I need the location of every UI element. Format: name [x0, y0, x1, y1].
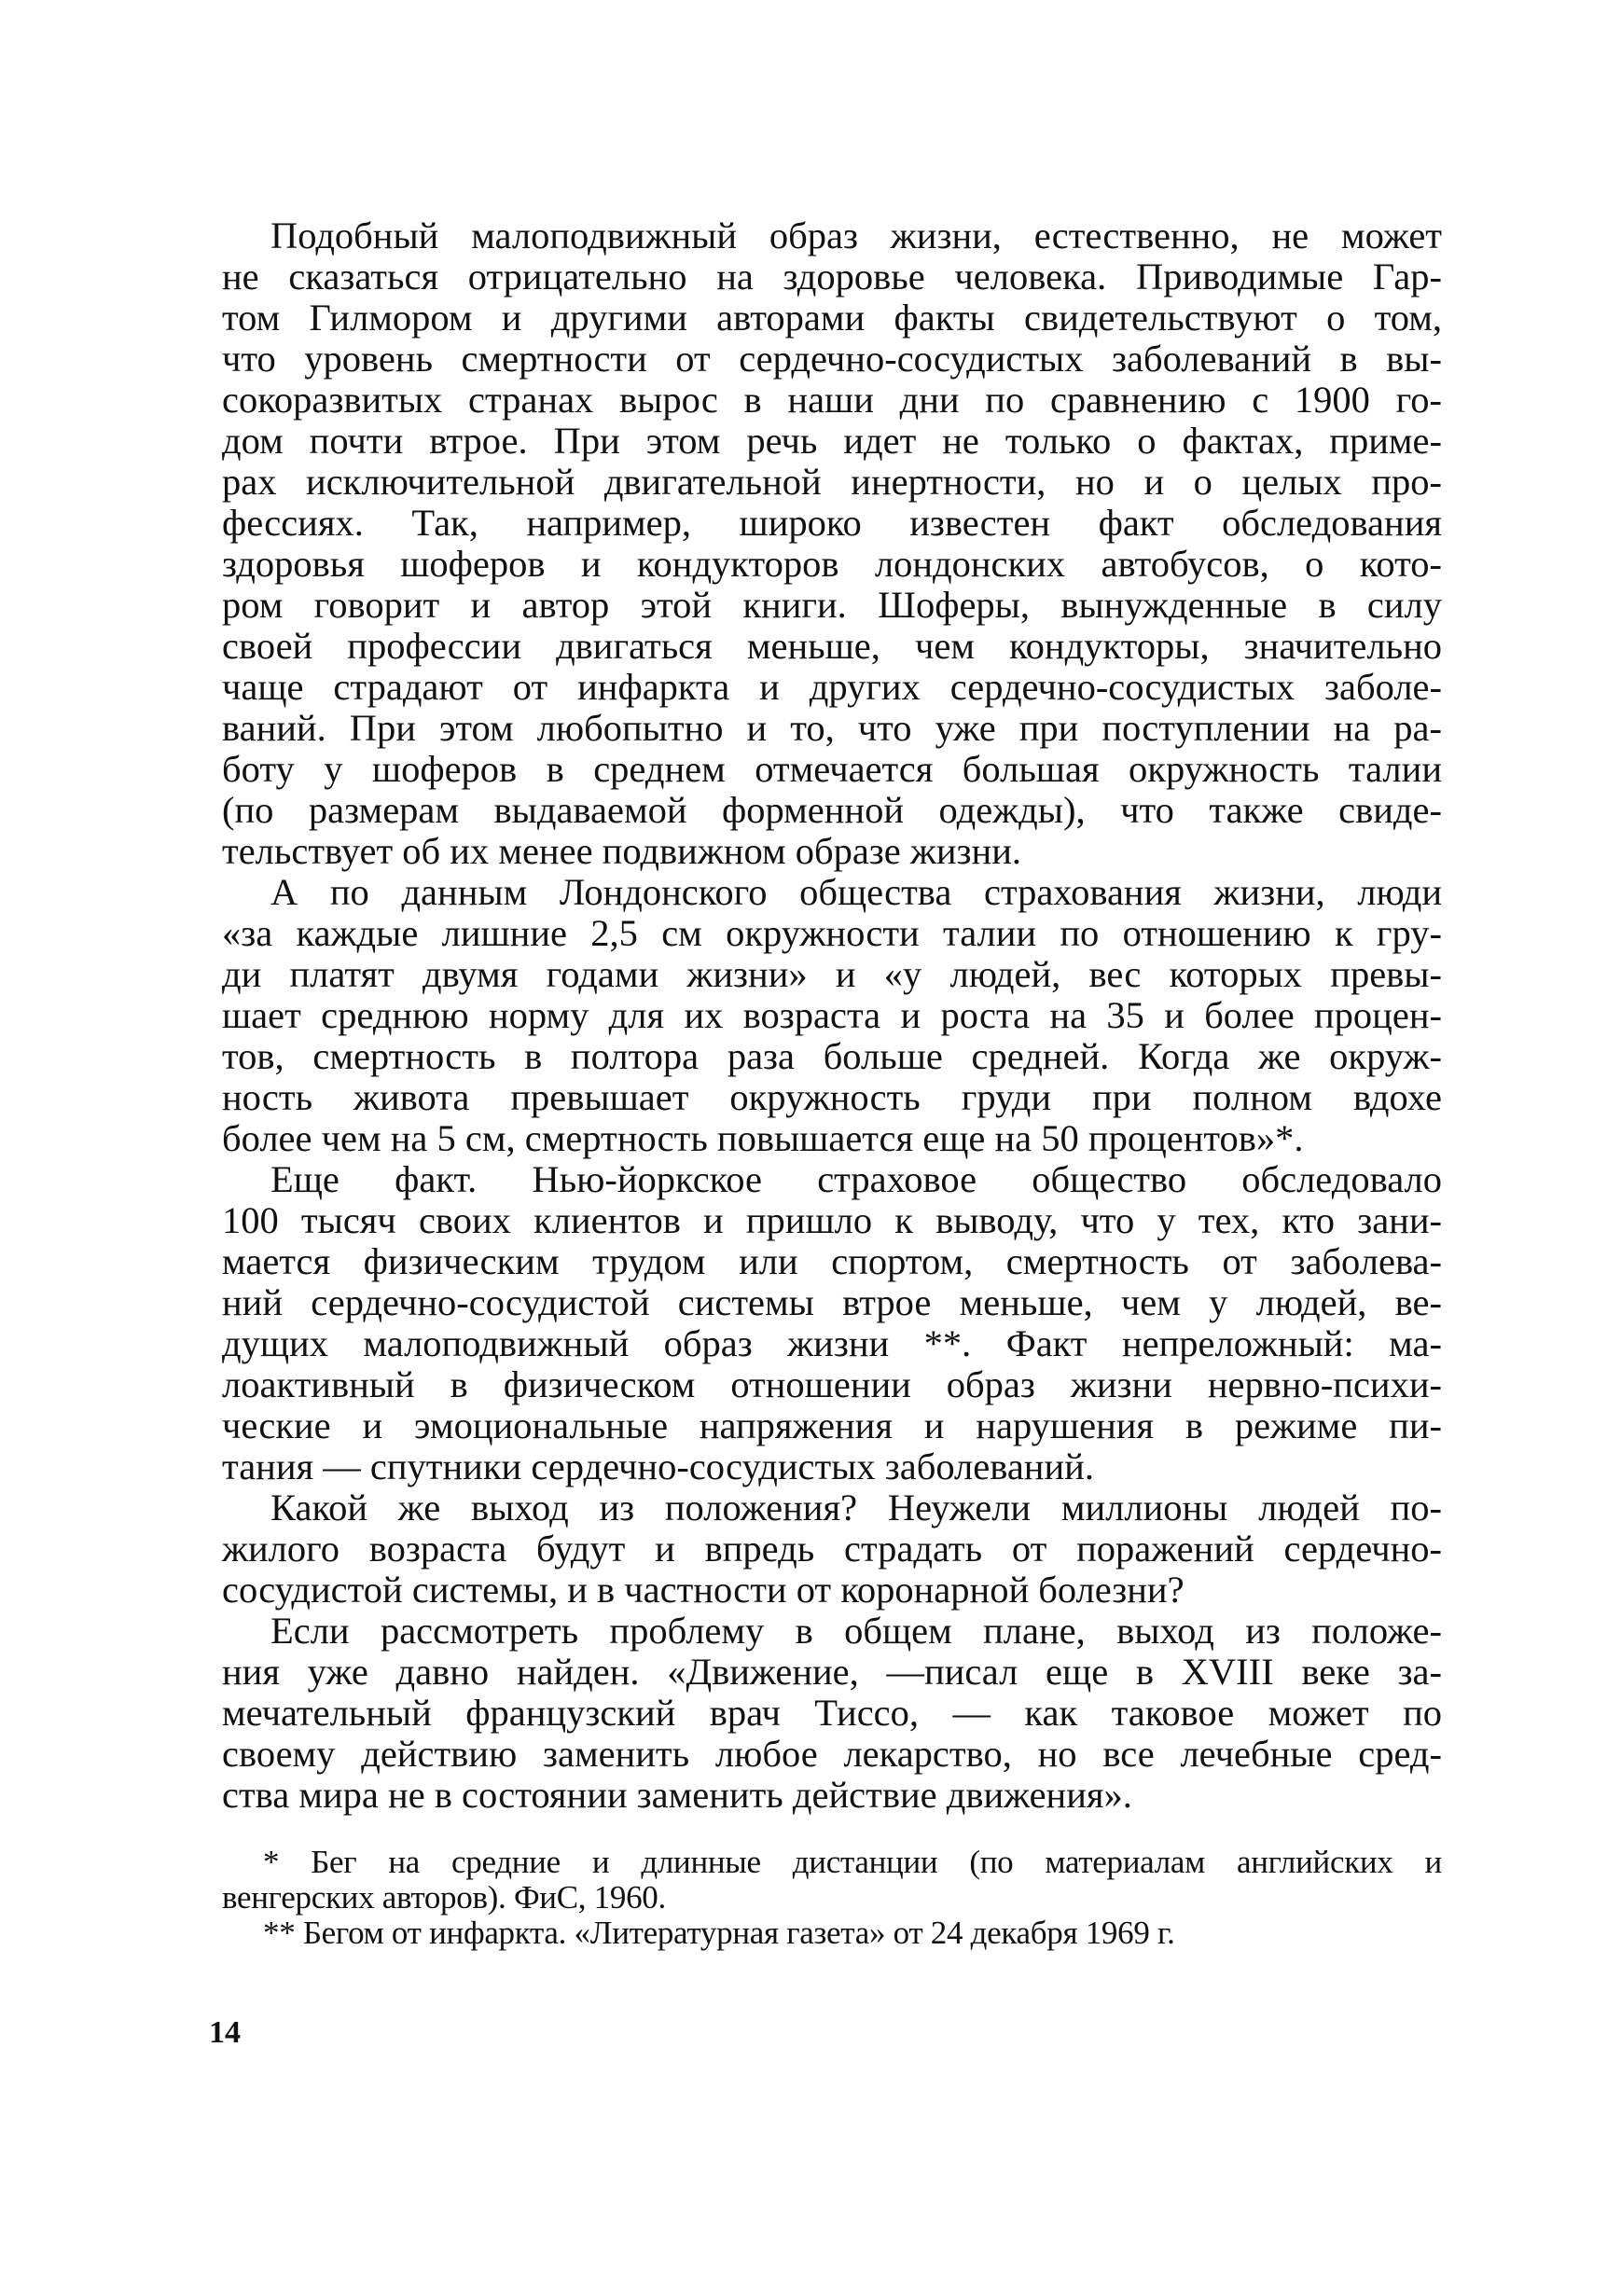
text-line: «за каждые лишние 2,5 см окружности талии по отношению к гру-	[222, 912, 1442, 954]
text-line: своему действию заменить любое лекарство, но все лечебные сред-	[222, 1733, 1442, 1775]
text-line: боту у шоферов в среднем отмечается большая окружность талии	[222, 748, 1442, 790]
text-line: ства мира не в состоянии заменить действие движения».	[222, 1774, 1132, 1816]
text-line: тов, смертность в полтора раза больше средней. Когда же окруж-	[222, 1035, 1442, 1077]
footnote-line: ** Бегом от инфаркта. «Литературная газета» от 24 декабря 1969 г.	[263, 1915, 1175, 1951]
text-line: Если рассмотреть проблему в общем плане, выход из положе-	[270, 1610, 1442, 1652]
text-line: лоактивный в физическом отношении образ жизни нервно-психи-	[222, 1363, 1442, 1405]
footnote	[222, 1916, 1442, 1951]
text-line: не сказаться отрицательно на здоровье человека. Приводимые Гар-	[222, 256, 1442, 297]
text-line: сокоразвитых странах вырос в наши дни по сравнению с 1900 го-	[222, 379, 1442, 421]
text-line: (по размерам выдаваемой форменной одежды), что также свиде-	[222, 789, 1442, 831]
text-line: рах исключительной двигательной инертности, но и о целых про-	[222, 461, 1442, 503]
text-line: что уровень смертности от сердечно-сосудистых заболеваний в вы-	[222, 338, 1442, 380]
text-line: том Гилмором и другими авторами факты свидетельствуют о том,	[222, 297, 1442, 339]
text-line: Еще факт. Нью-йоркское страховое общество обследовало	[270, 1158, 1442, 1200]
text-line: мается физическим трудом или спортом, смертность от заболева-	[222, 1240, 1442, 1282]
text-line: А по данным Лондонского общества страхования жизни, люди	[270, 871, 1442, 913]
text-line: ди платят двумя годами жизни» и «у людей, вес которых превы-	[222, 953, 1442, 995]
paragraph	[222, 1611, 1442, 1816]
text-line: ваний. При этом любопытно и то, что уже при поступлении на ра-	[222, 707, 1442, 749]
text-line: тельствует об их менее подвижном образе жизни.	[222, 830, 1022, 872]
text-line: дущих малоподвижный образ жизни **. Факт непреложный: ма-	[222, 1322, 1442, 1364]
text-line: ний сердечно-сосудистой системы втрое меньше, чем у людей, ве-	[222, 1281, 1442, 1323]
text-line: ром говорит и автор этой книги. Шоферы, вынужденные в силу	[222, 584, 1442, 626]
text-line: сосудистой системы, и в частности от коронарной болезни?	[222, 1569, 1185, 1611]
text-line: более чем на 5 см, смертность повышается еще на 50 процентов»*.	[222, 1117, 1304, 1159]
text-line: здоровья шоферов и кондукторов лондонских автобусов, о кото-	[222, 543, 1442, 585]
paragraph	[222, 215, 1442, 872]
text-line: жилого возраста будут и впредь страдать от поражений сердечно-	[222, 1528, 1442, 1570]
paragraph	[222, 1159, 1442, 1487]
page-number: 14	[209, 2015, 241, 2050]
text-line: 100 тысяч своих клиентов и пришло к выводу, что у тех, кто зани-	[222, 1199, 1442, 1241]
text-line: тания — спутники сердечно-сосудистых заболеваний.	[222, 1445, 1094, 1487]
text-line: ческие и эмоциональные напряжения и нарушения в режиме пи-	[222, 1404, 1442, 1446]
text-line: Подобный малоподвижный образ жизни, естественно, не может	[270, 214, 1442, 256]
footnote	[222, 1845, 1442, 1916]
main-text	[222, 215, 1442, 1816]
paragraph	[222, 872, 1442, 1159]
paragraph	[222, 1487, 1442, 1611]
text-line: ния уже давно найден. «Движение, —писал еще в XVIII веке за-	[222, 1651, 1442, 1693]
footnote-line: венгерских авторов). ФиС, 1960.	[222, 1879, 666, 1916]
footnotes	[222, 1845, 1442, 1951]
text-line: фессиях. Так, например, широко известен факт обследования	[222, 502, 1442, 544]
text-line: чаще страдают от инфаркта и других сердечно-сосудистых заболе-	[222, 666, 1442, 708]
text-line: дом почти втрое. При этом речь идет не только о фактах, приме-	[222, 420, 1442, 462]
text-line: Какой же выход из положения? Неужели миллионы людей по-	[270, 1487, 1442, 1528]
footnote-line: * Бег на средние и длинные дистанции (по материалам английских и	[263, 1844, 1442, 1880]
text-line: шает среднюю норму для их возраста и роста на 35 и более процен-	[222, 994, 1442, 1036]
text-line: своей профессии двигаться меньше, чем кондукторы, значительно	[222, 625, 1442, 667]
text-line: мечательный французский врач Тиссо, — как таковое может по	[222, 1692, 1442, 1734]
text-line: ность живота превышает окружность груди при полном вдохе	[222, 1076, 1442, 1118]
